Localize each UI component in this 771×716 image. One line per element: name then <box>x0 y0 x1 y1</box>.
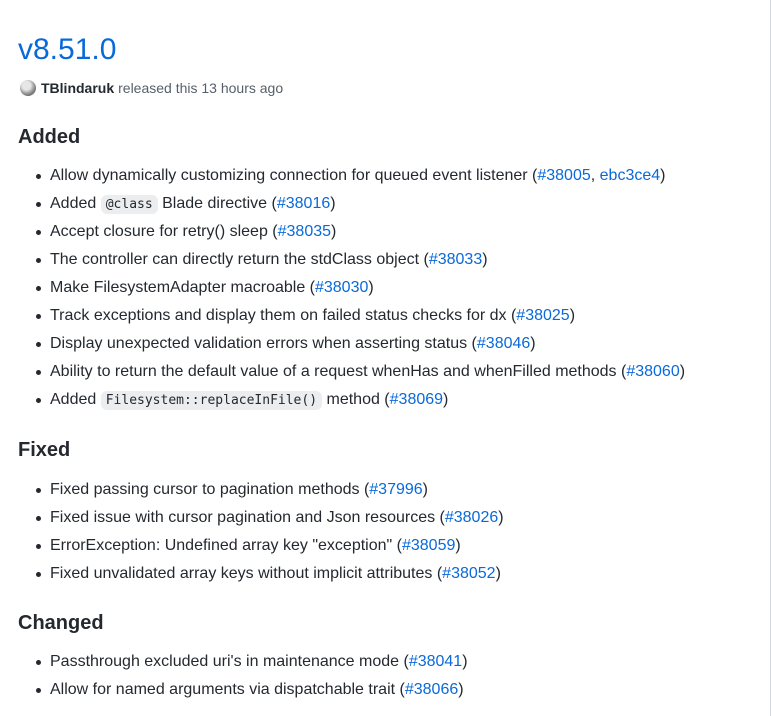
commit-link[interactable]: ebc3ce4 <box>599 167 661 184</box>
item-text: Passthrough excluded uri's in maintenance mode ( <box>50 653 409 670</box>
list-item <box>0 560 760 588</box>
list-item <box>0 302 760 330</box>
pr-link[interactable]: #38025 <box>516 307 570 324</box>
list-item <box>0 330 760 358</box>
item-text: Fixed unvalidated array keys without implicit attributes ( <box>50 565 443 582</box>
pr-link[interactable]: #37996 <box>369 481 423 498</box>
list-item <box>0 504 760 532</box>
item-text: Make FilesystemAdapter macroable ( <box>50 279 315 296</box>
item-text: ) <box>455 537 461 554</box>
item-text: Ability to return the default value of a request whenHas and whenFilled methods ( <box>50 363 627 380</box>
author-link[interactable]: TBlindaruk <box>41 80 115 96</box>
pr-link[interactable]: #38005 <box>537 167 591 184</box>
list-item <box>0 386 760 414</box>
item-text: method ( <box>322 391 390 408</box>
pr-link[interactable]: #38069 <box>389 391 444 408</box>
item-text: ) <box>482 251 488 268</box>
code-snippet: @class <box>101 195 158 214</box>
pr-link[interactable]: #38030 <box>314 279 369 296</box>
item-text: , <box>590 167 600 184</box>
pr-link[interactable]: #38060 <box>626 363 680 380</box>
item-text: ErrorException: Undefined array key "exception" ( <box>50 537 402 554</box>
item-text: Allow dynamically customizing connection for queued event listener ( <box>50 167 538 184</box>
code-snippet: Filesystem::replaceInFile() <box>101 391 322 410</box>
item-text: The controller can directly return the stdClass object ( <box>50 251 429 268</box>
item-text: ) <box>569 307 576 324</box>
item-text: ) <box>530 335 536 352</box>
item-text: ) <box>679 363 686 380</box>
pr-link[interactable]: #38059 <box>401 537 456 554</box>
released-text: released this 13 hours ago <box>118 80 284 96</box>
pr-link[interactable]: #38035 <box>277 223 332 240</box>
pr-link[interactable]: #38026 <box>444 509 499 526</box>
list-item <box>0 162 760 190</box>
pr-link[interactable]: #38066 <box>404 681 459 698</box>
item-text: ) <box>458 681 464 698</box>
release-title[interactable]: v8.51.0 <box>18 33 117 66</box>
list-item <box>0 532 760 560</box>
item-text: ) <box>660 167 666 184</box>
avatar[interactable] <box>20 80 36 96</box>
pr-link[interactable]: #38041 <box>408 653 463 670</box>
item-text: Fixed issue with cursor pagination and Json resources ( <box>50 509 445 526</box>
item-text: ) <box>422 481 428 498</box>
added-list <box>0 162 760 414</box>
item-text: Added <box>50 195 101 212</box>
fixed-list <box>0 476 760 588</box>
list-item <box>0 246 760 274</box>
list-item <box>0 676 760 704</box>
item-text: ) <box>331 223 337 240</box>
item-text: ) <box>462 653 468 670</box>
pr-link[interactable]: #38046 <box>476 335 531 352</box>
list-item <box>0 358 760 386</box>
pr-link[interactable]: #38016 <box>276 195 331 212</box>
item-text: Accept closure for retry() sleep ( <box>50 223 278 240</box>
item-text: ) <box>498 509 504 526</box>
item-text: ) <box>330 195 336 212</box>
pr-link[interactable]: #38033 <box>428 251 483 268</box>
item-text: ) <box>443 391 449 408</box>
item-text: ) <box>368 279 374 296</box>
changed-list <box>0 648 760 704</box>
item-text: Fixed passing cursor to pagination methods ( <box>50 481 370 498</box>
section-heading-changed: Changed <box>18 612 104 634</box>
list-item <box>0 218 760 246</box>
item-text: ) <box>495 565 501 582</box>
pr-link[interactable]: #38052 <box>442 565 496 582</box>
item-text: Display unexpected validation errors when asserting status ( <box>50 335 477 352</box>
section-heading-added: Added <box>18 126 81 148</box>
item-text: Added <box>50 391 101 408</box>
list-item <box>0 648 760 676</box>
list-item <box>0 476 760 504</box>
section-heading-fixed: Fixed <box>18 439 71 461</box>
release-byline <box>20 78 283 98</box>
list-item <box>0 274 760 302</box>
item-text: Track exceptions and display them on failed status checks for dx ( <box>50 307 517 324</box>
list-item <box>0 190 760 218</box>
item-text: Blade directive ( <box>157 195 277 212</box>
item-text: Allow for named arguments via dispatchable trait ( <box>50 681 405 698</box>
